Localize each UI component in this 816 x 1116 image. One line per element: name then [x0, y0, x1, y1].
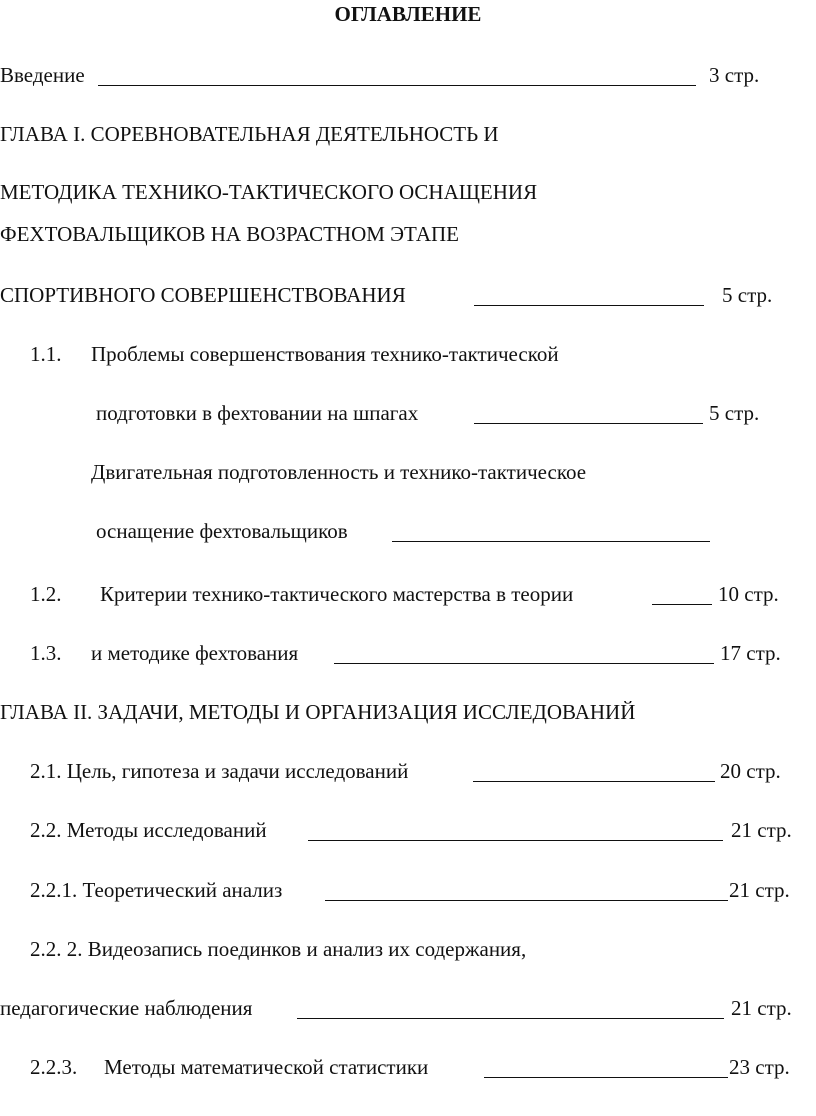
toc-entry-intro — [0, 63, 816, 93]
toc-entry-text: педагогические наблюдения — [0, 996, 253, 1020]
leader-line — [474, 423, 703, 424]
toc-subentry-line-1 — [0, 460, 816, 490]
toc-chapter-1-line-4 — [0, 283, 816, 313]
toc-entry-text: и методике фехтования — [91, 641, 299, 665]
toc-section-1-1-line-1 — [0, 342, 816, 372]
toc-entry-text: ГЛАВА II. ЗАДАЧИ, МЕТОДЫ И ОРГАНИЗАЦИЯ ИССЛЕДОВАНИЙ — [0, 700, 636, 724]
leader-line — [334, 663, 714, 664]
toc-section-number: 2.2.3. — [30, 1055, 78, 1079]
toc-page-number: 5 стр. — [709, 401, 760, 425]
page-title: ОГЛАВЛЕНИЕ — [334, 2, 482, 26]
leader-line — [392, 541, 710, 542]
toc-chapter-1-line-2 — [0, 180, 816, 210]
leader-line — [484, 1077, 728, 1078]
toc-page-number: 21 стр. — [731, 996, 792, 1020]
toc-section-1-2 — [0, 582, 816, 612]
toc-entry-text: Введение — [0, 63, 85, 87]
toc-entry-text: СПОРТИВНОГО СОВЕРШЕНСТВОВАНИЯ — [0, 283, 406, 307]
leader-line — [473, 781, 715, 782]
toc-section-number: 1.3. — [30, 641, 62, 665]
toc-page-number: 20 стр. — [720, 759, 781, 783]
toc-entry-text: подготовки в фехтовании на шпагах — [96, 401, 419, 425]
toc-entry-text: Методы математической статистики — [104, 1055, 429, 1079]
toc-entry-text: ГЛАВА I. СОРЕВНОВАТЕЛЬНАЯ ДЕЯТЕЛЬНОСТЬ И — [0, 122, 499, 146]
toc-page-number: 3 стр. — [709, 63, 760, 87]
toc-entry-text: 2.2.1. Теоретический анализ — [30, 878, 283, 902]
toc-page-number: 17 стр. — [720, 641, 781, 665]
toc-entry-text: 2.2. 2. Видеозапись поединков и анализ их содержания, — [30, 937, 527, 961]
toc-section-number: 1.1. — [30, 342, 62, 366]
toc-entry-text: МЕТОДИКА ТЕХНИКО-ТАКТИЧЕСКОГО ОСНАЩЕНИЯ — [0, 180, 538, 204]
toc-chapter-1-line-3 — [0, 222, 816, 252]
leader-line — [474, 305, 704, 306]
leader-line — [325, 900, 728, 901]
toc-chapter-1-line-1 — [0, 122, 816, 152]
toc-page-number: 21 стр. — [729, 878, 790, 902]
toc-section-1-1-line-2 — [0, 401, 816, 431]
toc-section-number: 1.2. — [30, 582, 62, 606]
toc-page-number: 10 стр. — [718, 582, 779, 606]
toc-section-2-1 — [0, 759, 816, 789]
toc-entry-text: Критерии технико-тактического мастерства в теории — [100, 582, 574, 606]
toc-chapter-2 — [0, 700, 816, 730]
toc-section-2-2-2-line-2 — [0, 996, 816, 1026]
toc-section-2-2-3 — [0, 1055, 816, 1085]
toc-entry-text: 2.2. Методы исследований — [30, 818, 267, 842]
toc-entry-text: Двигательная подготовленность и технико-тактическое — [91, 460, 587, 484]
toc-page-number: 21 стр. — [731, 818, 792, 842]
toc-entry-text: ФЕХТОВАЛЬЩИКОВ НА ВОЗРАСТНОМ ЭТАПЕ — [0, 222, 459, 246]
toc-section-1-3 — [0, 641, 816, 671]
toc-section-2-2-1 — [0, 878, 816, 908]
toc-entry-text: оснащение фехтовальщиков — [96, 519, 348, 543]
leader-line — [308, 840, 723, 841]
leader-line — [98, 85, 696, 86]
toc-section-2-2-2-line-1 — [0, 937, 816, 967]
toc-section-2-2 — [0, 818, 816, 848]
toc-page-number: 5 стр. — [722, 283, 773, 307]
toc-entry-text: 2.1. Цель, гипотеза и задачи исследований — [30, 759, 409, 783]
leader-line — [297, 1018, 724, 1019]
toc-entry-text: Проблемы совершенствования технико-тактической — [91, 342, 559, 366]
leader-line — [652, 604, 712, 605]
toc-page-number: 23 стр. — [729, 1055, 790, 1079]
toc-subentry-line-2 — [0, 519, 816, 549]
